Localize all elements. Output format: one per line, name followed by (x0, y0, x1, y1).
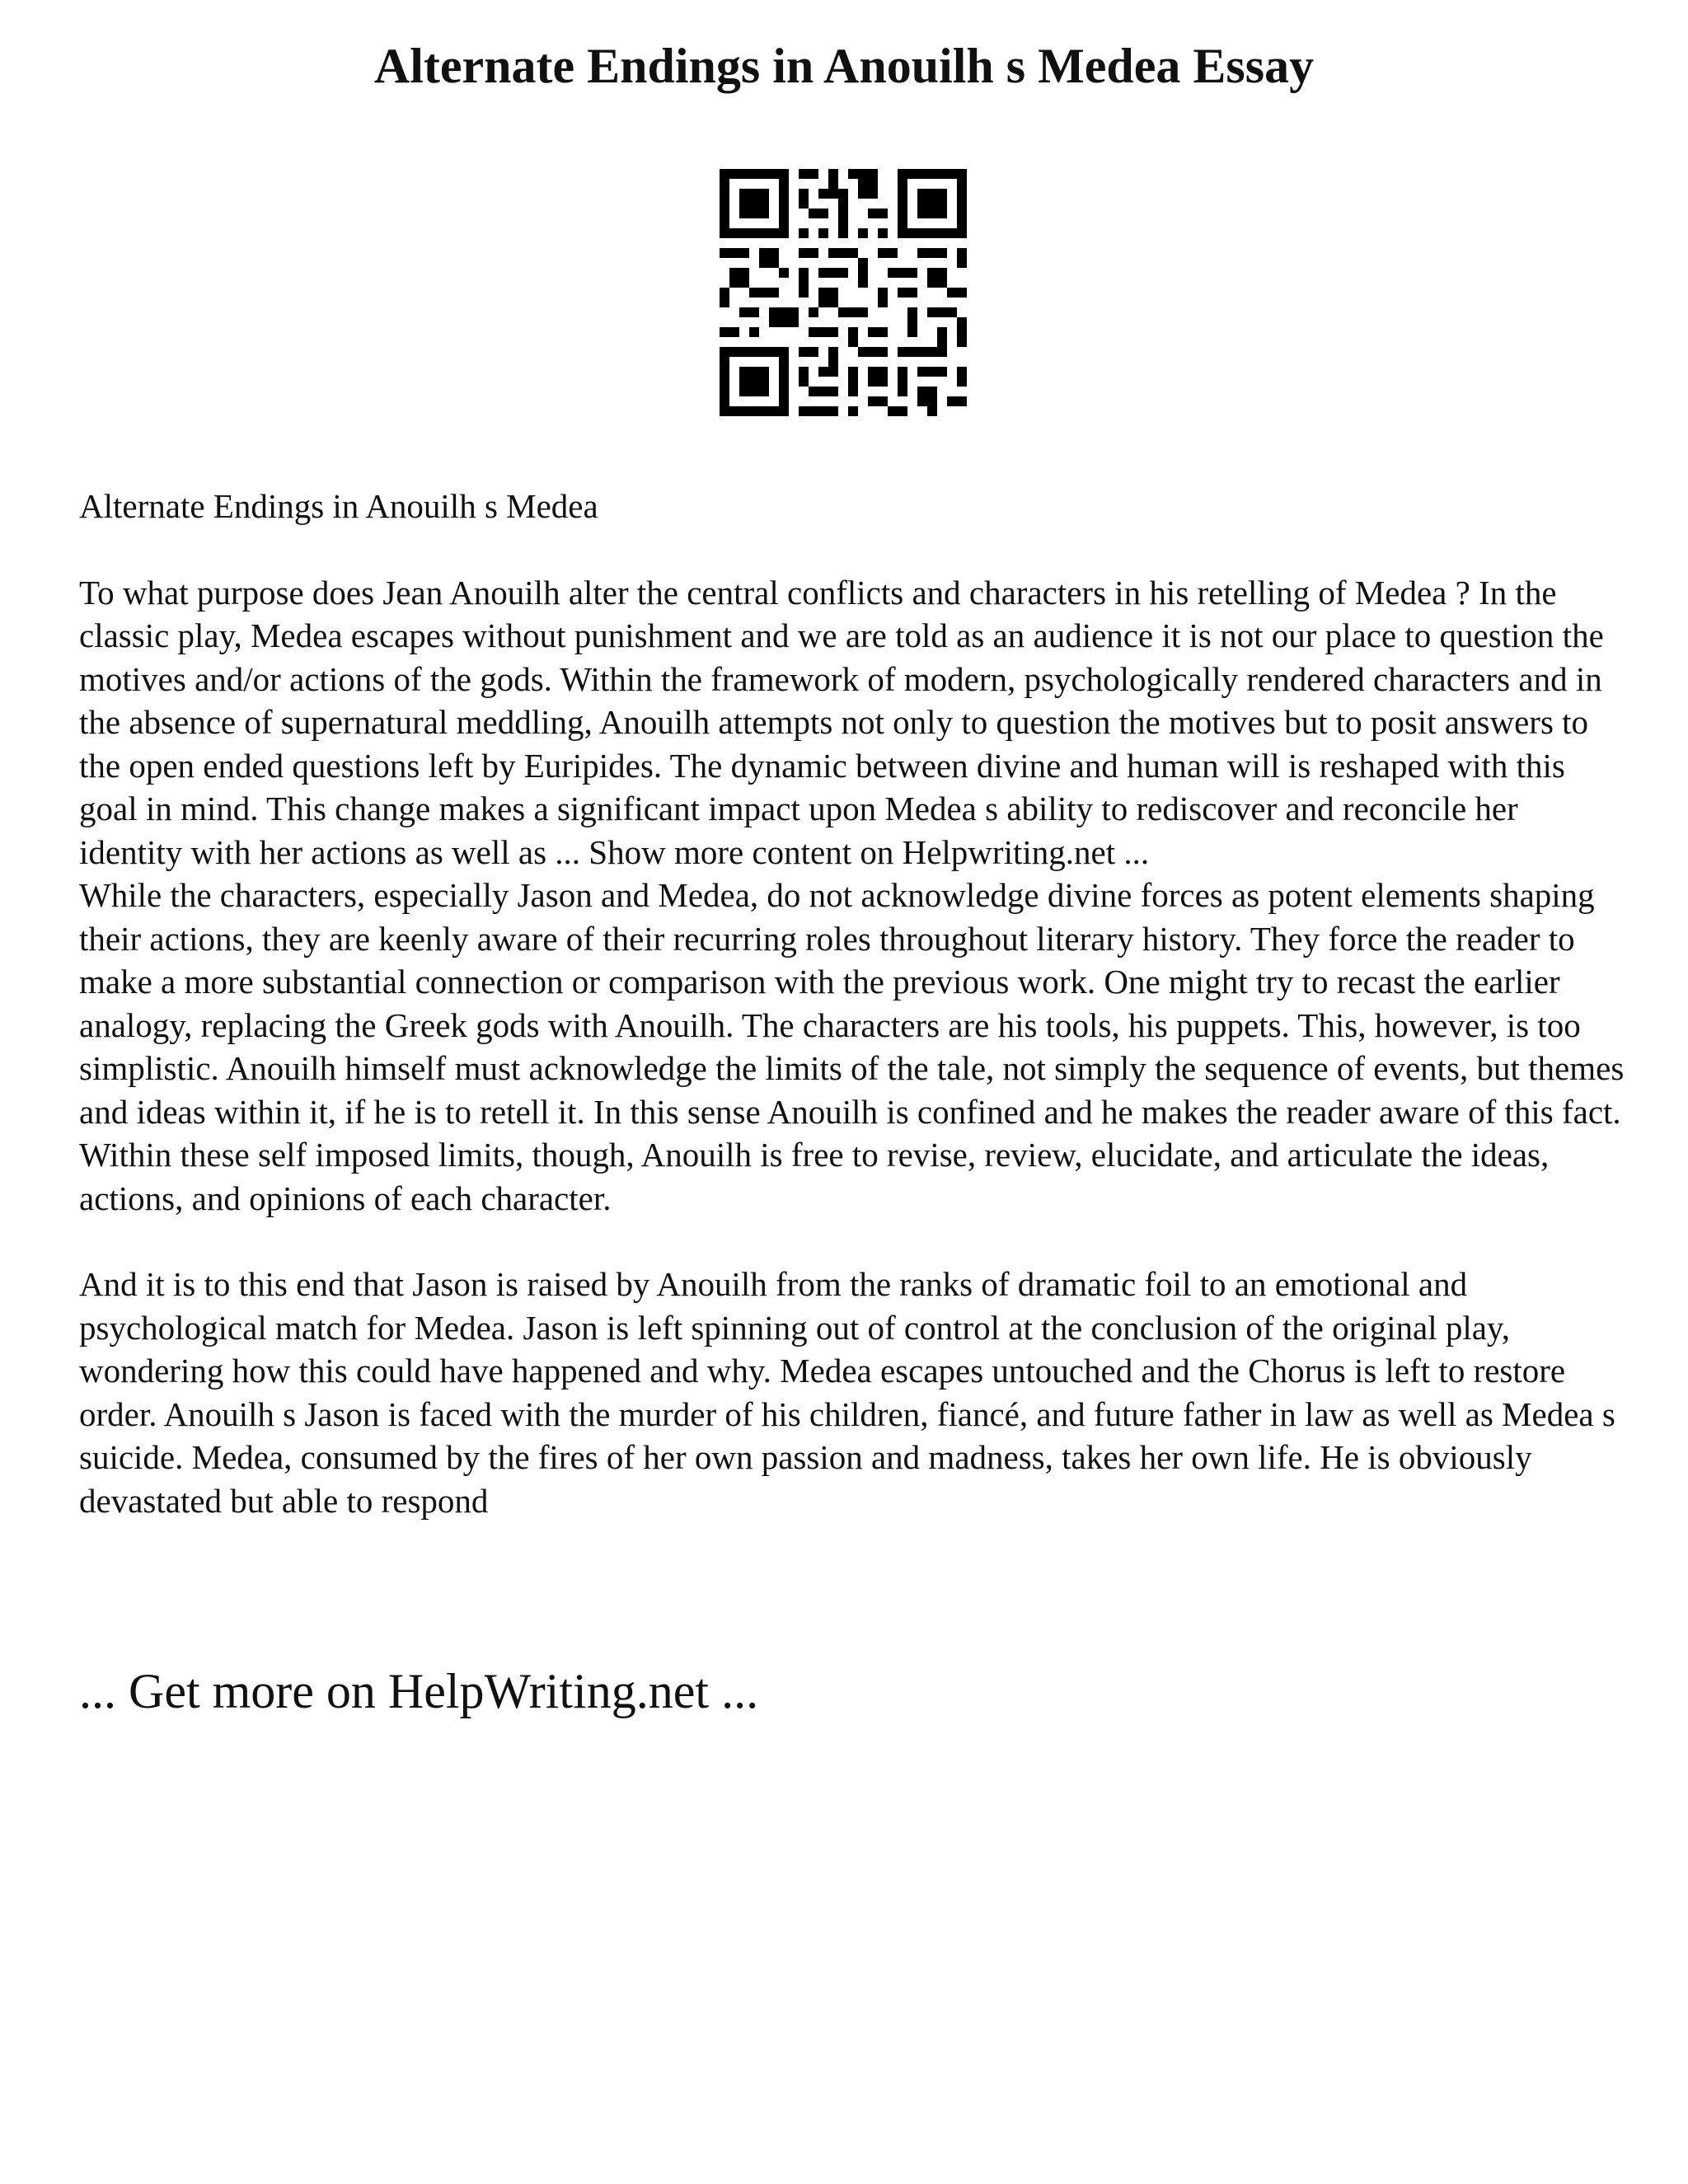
essay-body (79, 485, 1629, 1522)
document-title: Alternate Endings in Anouilh s Medea Essay (373, 39, 1315, 93)
essay-subtitle: Alternate Endings in Anouilh s Medea (79, 487, 598, 525)
get-more-link[interactable]: ... Get more on HelpWriting.net ... (79, 1664, 759, 1718)
paragraph-2: While the characters, especially Jason and Medea, do not acknowledge divine forces as potent elements shaping their actions, they are keenly aware of their recurring roles throughout literary history. They force the reader to make a more substantial connection or comparison with the previous work. One might try to recast the earlier analogy, replacing the Greek gods with Anouilh. The characters are his tools, his puppets. This, however, is too simplistic. Anouilh himself must acknowledge the limits of the tale, not simply the sequence of events, but themes and ideas within it, if he is to retell it. In this sense Anouilh is confined and he makes the reader aware of this fact. Within these self imposed limits, though, Anouilh is free to revise, review, elucidate, and articulate the ideas, actions, and opinions of each character. (79, 876, 1625, 1217)
paragraph-3: And it is to this end that Jason is raised by Anouilh from the ranks of dramatic foil to an emotional and psychological match for Medea. Jason is left spinning out of control at the conclusion of the original play, wondering how this could have happened and why. Medea escapes untouched and the Chorus is left to restore order. Anouilh s Jason is faced with the murder of his children, fiancé, and future father in law as well as Medea s suicide. Medea, consumed by the fires of her own passion and madness, takes her own life. He is obviously devastated but able to respond (79, 1265, 1615, 1520)
qr-code-icon (720, 169, 967, 416)
paragraph-1: To what purpose does Jean Anouilh alter the central conflicts and characters in his retelling of Medea ? In the classic play, Medea escapes without punishment and we are told as an audience it is not our place to question the motives and/or actions of the gods. Within the framework of modern, psychologically rendered characters and in the absence of supernatural meddling, Anouilh attempts not only to question the motives but to posit answers to the open ended questions left by Euripides. The dynamic between divine and human will is reshaped with this goal in mind. This change makes a significant impact upon Medea s ability to rediscover and reconcile her identity with her actions as well as ... Show more content on Helpwriting.net ... (79, 573, 1604, 871)
